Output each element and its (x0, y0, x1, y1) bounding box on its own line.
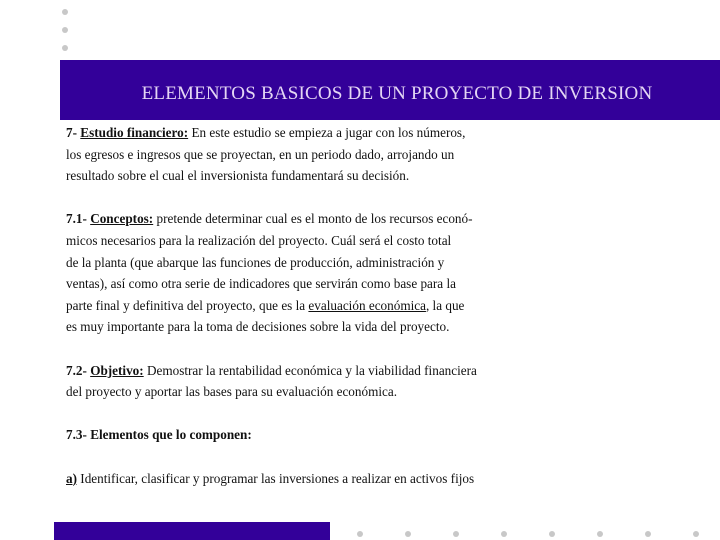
section-text: parte final y definitiva del proyecto, que es la (66, 297, 306, 313)
decorative-dot (597, 531, 603, 537)
decorative-dot (693, 531, 699, 537)
section-heading: Elementos que lo componen: (90, 427, 252, 443)
item-label: a) (66, 470, 77, 486)
section-objetivo (66, 360, 476, 403)
section-elementos (66, 424, 476, 446)
slide-body (66, 122, 476, 511)
section-number: 7.3- (66, 427, 87, 443)
section-number: 7.2- (66, 362, 87, 378)
decorative-dot (357, 531, 363, 537)
section-conceptos (66, 208, 476, 338)
text-line: micos necesarios para la realización del proyecto. Cuál será el costo total (66, 232, 452, 248)
text-line: de la planta (que abarque las funciones de producción, administración y (66, 254, 445, 270)
decorative-dot (405, 531, 411, 537)
text-line: del proyecto y aportar las bases para su evaluación económica. (66, 384, 398, 400)
decorative-dot (62, 9, 68, 15)
text-line: los egresos e ingresos que se proyectan, en un periodo dado, arrojando un (66, 146, 455, 162)
section-heading: Conceptos: (90, 211, 154, 227)
text-line (66, 468, 476, 490)
section-number: 7- (66, 125, 77, 140)
text-line (66, 360, 476, 382)
text-line (66, 208, 476, 230)
section-text: pretende determinar cual es el monto de los recursos econó- (156, 211, 473, 227)
item-text: Identificar, clasificar y programar las inversiones a realizar en activos fijos (80, 470, 475, 486)
section-number: 7.1- (66, 211, 87, 227)
text-line (66, 122, 476, 144)
text-line (66, 424, 476, 446)
section-text: En este estudio se empieza a jugar con los números, (191, 125, 466, 140)
footer-bar (54, 522, 330, 540)
text-line (66, 295, 476, 317)
decorative-dot (62, 27, 68, 33)
section-heading: Objetivo: (90, 362, 144, 378)
slide-title: ELEMENTOS BASICOS DE UN PROYECTO DE INVERSION (141, 83, 653, 104)
evaluacion-economica-link: evaluación económica (308, 297, 426, 313)
title-banner (60, 60, 720, 120)
section-text: , la que (425, 297, 465, 313)
text-line: ventas), así como otra serie de indicadores que servirán como base para la (66, 276, 456, 292)
decorative-dot (453, 531, 459, 537)
text-line: resultado sobre el cual el inversionista fundamentará su decisión. (66, 168, 410, 184)
decorative-dot (62, 45, 68, 51)
section-text: Demostrar la rentabilidad económica y la viabilidad financiera (146, 362, 477, 378)
section-estudio-financiero (66, 122, 476, 187)
section-heading: Estudio financiero: (80, 125, 189, 140)
decorative-dot (645, 531, 651, 537)
decorative-dot (501, 531, 507, 537)
decorative-dot (549, 531, 555, 537)
text-line: es muy importante para la toma de decisiones sobre la vida del proyecto. (66, 319, 450, 335)
item-a (66, 468, 476, 490)
